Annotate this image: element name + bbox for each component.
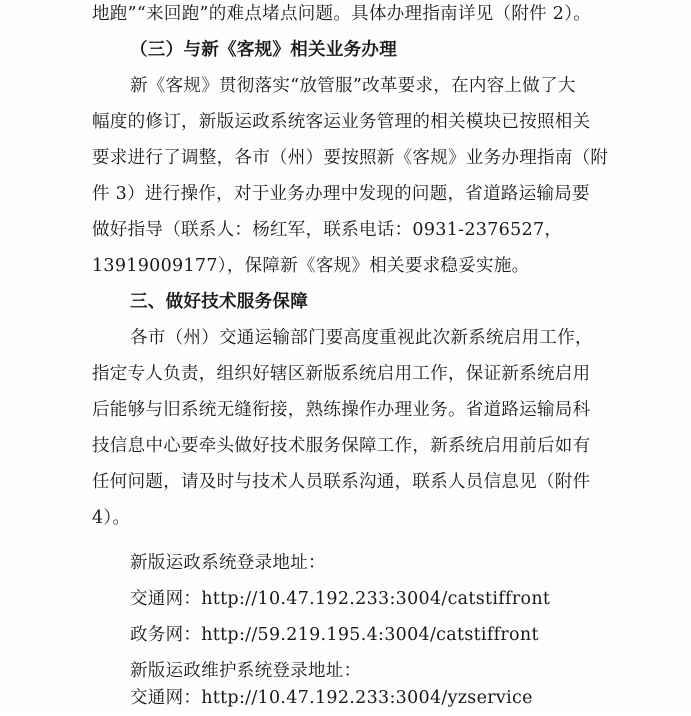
paragraph-line: 各市（州）交通运输部门要高度重视此次新系统启用工作， (130, 328, 593, 348)
paragraph-line: 地跑”“来回跑”的难点堵点问题。具体办理指南详见（附件 2）。 (92, 4, 592, 24)
paragraph-line: 做好指导（联系人：杨红军，联系电话：0931-2376527， (92, 220, 563, 240)
paragraph-line: 幅度的修订，新版运政系统客运业务管理的相关模块已按照相关 (92, 112, 591, 132)
paragraph-line: 任何问题，请及时与技术人员联系沟通，联系人员信息见（附件 (92, 472, 591, 492)
address-line: 政务网：http://59.219.195.4:3004/catstiffront (130, 625, 539, 645)
section-heading: 三、做好技术服务保障 (130, 292, 308, 312)
address-line: 交通网：http://10.47.192.233:3004/catstiffront (130, 589, 551, 609)
paragraph-line: 13919009177），保障新《客规》相关要求稳妥实施。 (92, 256, 530, 276)
paragraph-line: 件 3）进行操作，对于业务办理中发现的问题，省道路运输局要 (92, 184, 590, 204)
section-subheading: （三）与新《客规》相关业务办理 (130, 40, 397, 60)
paragraph-line: 技信息中心要牵头做好技术服务保障工作，新系统启用前后如有 (92, 436, 591, 456)
address-line: 交通网：http://10.47.192.233:3004/yzservice (130, 688, 533, 708)
paragraph-line: 后能够与旧系统无缝衔接，熟练操作办理业务。省道路运输局科 (92, 400, 591, 420)
paragraph-line: 指定专人负责，组织好辖区新版系统启用工作，保证新系统启用 (92, 364, 591, 384)
address-label: 新版运政系统登录地址： (130, 553, 326, 573)
paragraph-line: 要求进行了调整，各市（州）要按照新《客规》业务办理指南（附 (92, 148, 609, 168)
paragraph-line: 4）。 (92, 508, 131, 528)
address-label: 新版运政维护系统登录地址： (130, 661, 362, 681)
paragraph-line: 新《客规》贯彻落实“放管服”改革要求，在内容上做了大 (130, 76, 576, 96)
